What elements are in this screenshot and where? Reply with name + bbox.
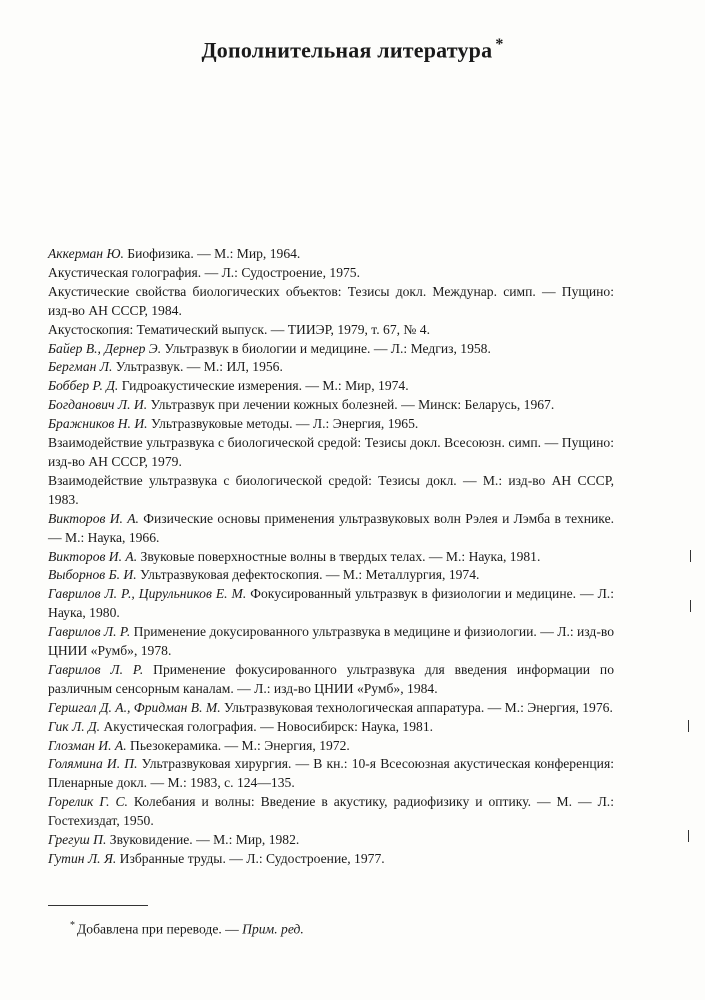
reference-entry: [48, 755, 614, 793]
footnote-divider: [48, 905, 148, 906]
reference-author: Гаврилов Л. Р.: [48, 661, 144, 677]
reference-author: Гаврилов Л. Р.: [48, 624, 131, 640]
reference-text: Звуковидение. — М.: Мир, 1982.: [106, 832, 300, 848]
reference-author: Бражников Н. И.: [48, 416, 148, 432]
reference-entry: [48, 264, 614, 283]
reference-text: Ультразвук. — М.: ИЛ, 1956.: [112, 359, 283, 375]
reference-entry: [48, 340, 614, 359]
reference-author: Грегуш П.: [48, 832, 107, 848]
reference-author: Викторов И. А.: [48, 510, 139, 526]
reference-entry: [48, 377, 614, 396]
reference-author: Бергман Л.: [48, 359, 113, 375]
reference-text: Биофизика. — М.: Мир, 1964.: [123, 246, 301, 261]
reference-text: Акустические свойства биологических объектов: Тезисы докл. Междунар. симп. — Пущино: изд-во АН СССР, 1984.: [48, 283, 614, 318]
reference-text: Пьезокерамика. — М.: Энергия, 1972.: [126, 737, 350, 753]
reference-text: Ультразвуковая хирургия. — В кн.: 10-я Всесоюзная акустическая конференция: Пленарные докл. — М.: 1983, с. 124—135.: [48, 756, 614, 791]
reference-text: Звуковые поверхностные волны в твердых телах. — М.: Наука, 1981.: [137, 548, 541, 564]
reference-entry: [48, 415, 614, 434]
footnote: [70, 920, 304, 938]
reference-text: Гидроакустические измерения. — М.: Мир, 1974.: [118, 378, 409, 394]
reference-author: Богданович Л. И.: [48, 397, 148, 413]
reference-entry: [48, 661, 614, 699]
reference-text: Применение докусированного ультразвука в медицине и физиологии. — Л.: изд-во ЦНИИ «Румб», 1978.: [48, 624, 614, 659]
reference-text: Ультразвуковые методы. — Л.: Энергия, 1965.: [147, 416, 419, 432]
reference-author: Аккерман Ю.: [48, 246, 124, 261]
footnote-text: Добавлена при переводе. —: [77, 921, 243, 937]
reference-entry: [48, 472, 614, 510]
reference-author: Боббер Р. Д.: [48, 378, 119, 394]
reference-text: Взаимодействие ультразвука с биологической средой: Тезисы докл. Всесоюзн. симп. — Пущино: изд-во АН СССР, 1979.: [48, 435, 614, 469]
reference-author: Гаврилов Л. Р., Цирульников Е. М.: [48, 586, 247, 602]
reference-text: Акустоскопия: Тематический выпуск. — ТИИЭР, 1979, т. 67, № 4.: [48, 321, 430, 337]
footnote-mark: *: [70, 920, 75, 931]
reference-entry: [48, 566, 614, 585]
reference-entry: [48, 283, 614, 321]
reference-entry: [48, 831, 614, 850]
reference-list: [48, 245, 614, 869]
margin-mark: [688, 830, 689, 842]
reference-entry: [48, 737, 614, 756]
reference-author: Голямина И. П.: [48, 756, 138, 772]
reference-entry: [48, 245, 614, 264]
reference-text: Колебания и волны: Введение в акустику, радиофизику и оптику. — М. — Л.: Гостехиздат, 1950.: [48, 794, 614, 829]
reference-text: Взаимодействие ультразвука с биологической средой: Тезисы докл. — М.: изд-во АН СССР, 1983.: [48, 472, 614, 507]
reference-text: Фокусированный ультразвук в физиологии и медицине. — Л.: Наука, 1980.: [48, 586, 614, 621]
reference-entry: [48, 321, 614, 340]
margin-mark: [688, 720, 689, 732]
reference-author: Гершгал Д. А., Фридман В. М.: [48, 699, 221, 715]
reference-text: Физические основы применения ультразвуковых волн Рэлея и Лэмба в технике. — М.: Наука, 1966.: [48, 510, 615, 545]
reference-author: Гик Л. Д.: [48, 718, 101, 734]
reference-entry: [48, 510, 614, 548]
reference-text: Акустическая голография. — Новосибирск: Наука, 1981.: [100, 718, 434, 734]
reference-author: Глозман И. А.: [48, 737, 127, 753]
reference-text: Применение фокусированного ультразвука для введения информации по различным сенсорным каналам. — Л.: изд-во ЦНИИ «Румб», 1984.: [48, 661, 614, 696]
page-title-text: Дополнительная литература: [201, 37, 493, 63]
reference-entry: [48, 358, 614, 377]
reference-entry: [48, 718, 614, 737]
reference-entry: [48, 434, 614, 472]
title-footnote-mark: *: [495, 36, 504, 53]
margin-mark: [690, 600, 691, 612]
margin-mark: [690, 550, 691, 562]
reference-author: Выборнов Б. И.: [48, 567, 137, 583]
reference-entry: [48, 396, 614, 415]
reference-text: Ультразвуковая дефектоскопия. — М.: Металлургия, 1974.: [136, 567, 480, 583]
reference-author: Горелик Г. С.: [48, 794, 128, 810]
reference-text: Ультразвуковая технологическая аппаратура. — М.: Энергия, 1976.: [220, 699, 613, 715]
reference-entry: [48, 623, 614, 661]
reference-entry: [48, 793, 614, 831]
reference-author: Гутин Л. Я.: [48, 851, 117, 866]
page-title: [0, 36, 705, 63]
reference-text: Ультразвук в биологии и медицине. — Л.: Медгиз, 1958.: [161, 340, 491, 356]
footnote-editor-note: Прим. ред.: [242, 921, 304, 937]
reference-author: Байер В., Дернер Э.: [48, 340, 162, 356]
reference-text: Ультразвук при лечении кожных болезней. — Минск: Беларусь, 1967.: [147, 397, 555, 413]
reference-entry: [48, 548, 614, 567]
reference-entry: [48, 585, 614, 623]
reference-text: Избранные труды. — Л.: Судостроение, 1977.: [116, 851, 385, 866]
reference-entry: [48, 850, 614, 869]
reference-author: Викторов И. А.: [48, 548, 138, 564]
reference-text: Акустическая голография. — Л.: Судостроение, 1975.: [48, 264, 360, 280]
reference-entry: [48, 699, 614, 718]
